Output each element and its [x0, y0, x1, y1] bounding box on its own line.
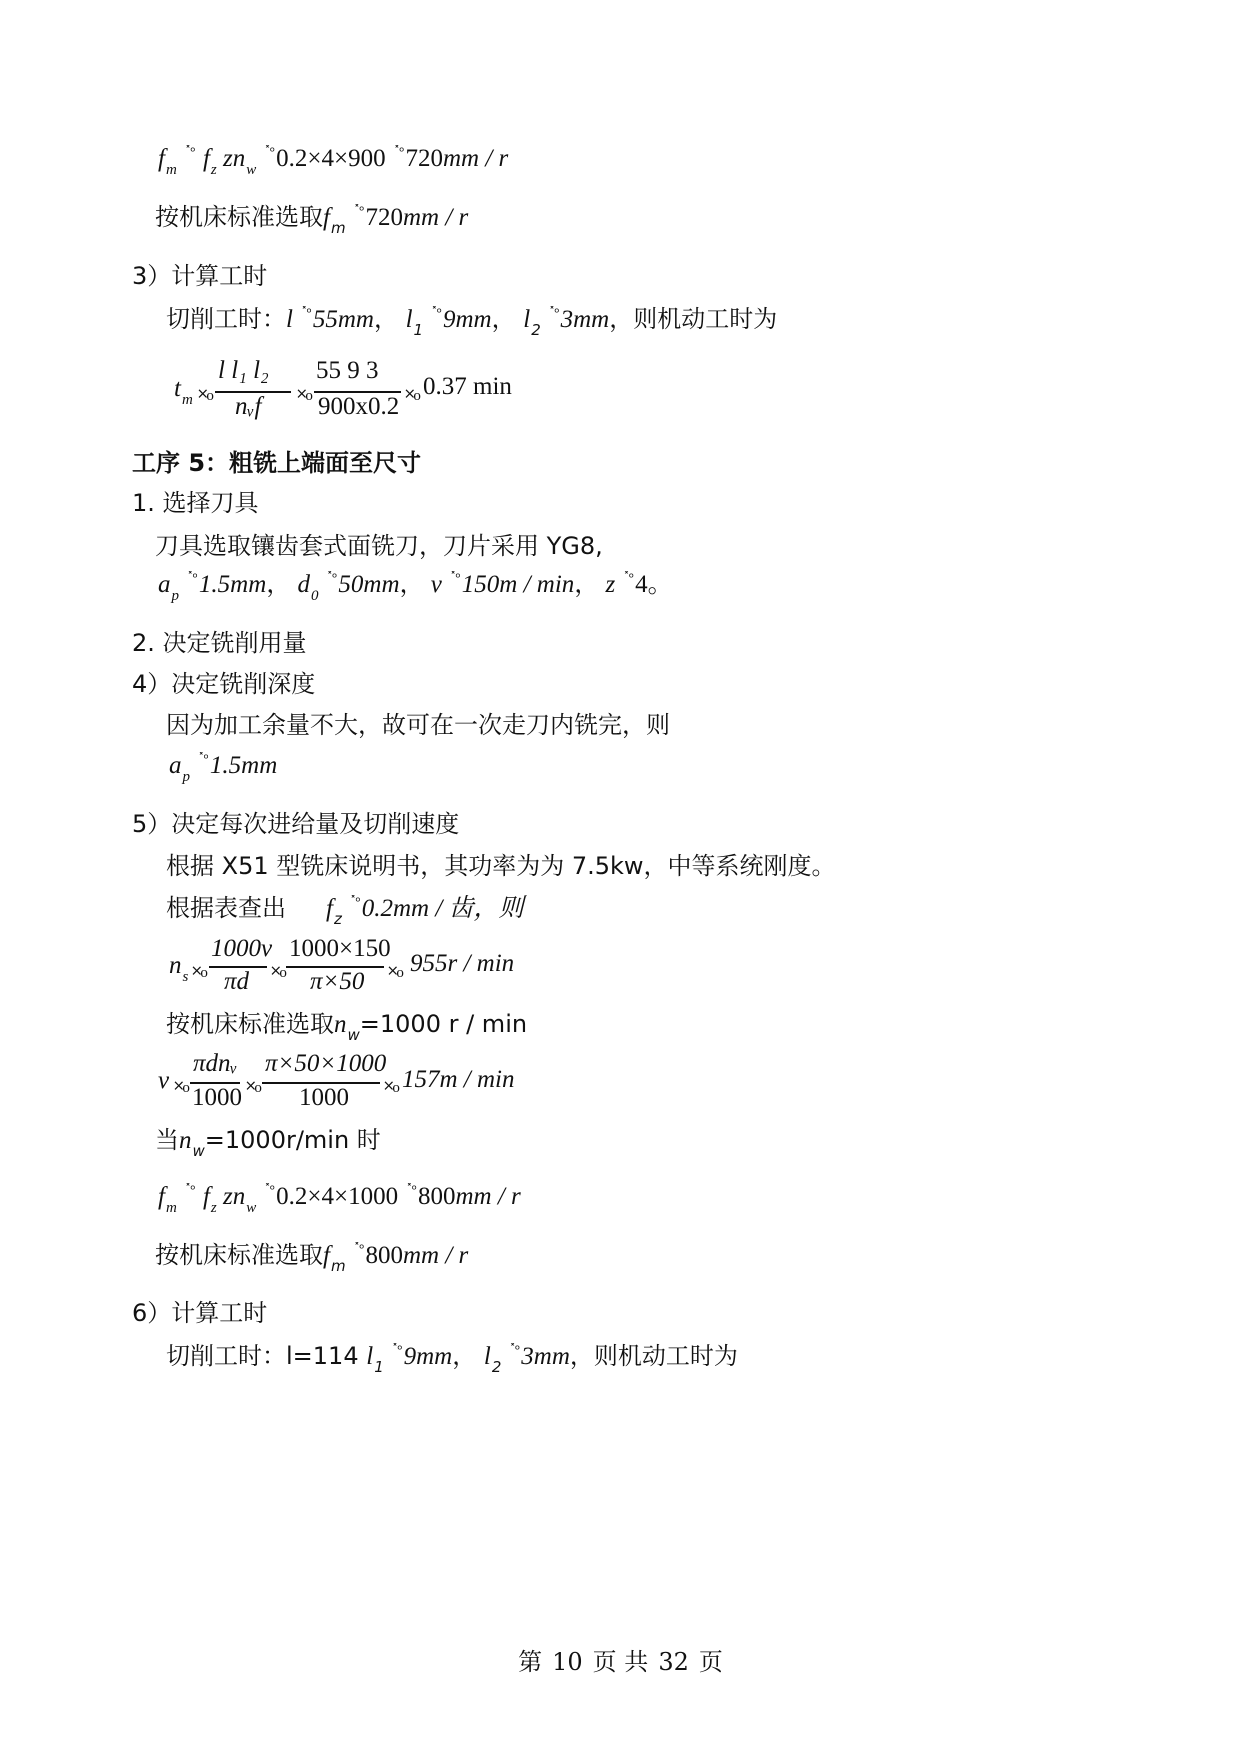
depth-value: $a_p^{˟ᵒ}1.5mm$: [169, 752, 278, 785]
section-calc-time-6: 6）计算工时: [132, 1299, 268, 1327]
tool-parameters: $a_p^{˟ᵒ}1.5mm$， $d_0^{˟ᵒ}50mm$， v $^{˟ᵒ}$150m / min， z $^{˟ᵒ}$4。: [158, 571, 673, 604]
machine-spec: 根据 X51 型铣床说明书，其功率为为 7.5kw，中等系统刚度。: [166, 852, 836, 880]
tool-description: 刀具选取镶齿套式面铣刀，刀片采用 YG8,: [155, 532, 603, 560]
formula-fm-900: $f_m^{˟ᵒ}$ $f_z$ $zn_w^{˟ᵒ}0.2\times 4\times 900$ $^{˟ᵒ}$720mm / r: [158, 145, 509, 178]
cutting-time-line-2: 切削工时：l=114 $l_1^{˟ᵒ}9mm$， $l_2^{˟ᵒ}3mm$，则机动工时为: [166, 1342, 738, 1376]
section-feed-speed: 5）决定每次进给量及切削速度: [132, 810, 460, 838]
section-calc-time-3: 3）计算工时: [132, 262, 268, 290]
section-depth: 4）决定铣削深度: [132, 670, 316, 698]
standard-feed-720: 按机床标准选取$f_m^{˟ᵒ}720mm$ / r: [155, 203, 469, 237]
feed-lookup: 根据表查出 $f_z^{˟ᵒ}0.2mm$ / 齿，则: [166, 894, 524, 928]
standard-feed-800: 按机床标准选取$f_m^{˟ᵒ}800mm$ / r: [155, 1241, 469, 1275]
formula-fm-1000: $f_m^{˟ᵒ}$ $f_z$ $zn_w^{˟ᵒ}0.2\times 4\times 1000$ $^{˟ᵒ}$800mm / r: [158, 1183, 521, 1216]
process-5-heading: 工序 5：粗铣上端面至尺寸: [132, 449, 422, 477]
item-select-tool: 1. 选择刀具: [132, 489, 259, 517]
depth-note: 因为加工余量不大，故可在一次走刀内铣完，则: [166, 711, 670, 739]
standard-speed: 按机床标准选取$n_w=1000$ r / min: [166, 1010, 528, 1044]
page-footer: 第 10 页 共 32 页: [518, 1648, 723, 1676]
when-speed: 当$n_w=1000r/\min$ 时: [155, 1126, 381, 1160]
cutting-time-line-1: 切削工时：l $^{˟ᵒ}$55mm， $l_1^{˟ᵒ}9mm$， $l_2^{˟ᵒ}3mm$，则机动工时为: [166, 305, 778, 339]
item-cutting-amount: 2. 决定铣削用量: [132, 629, 307, 657]
